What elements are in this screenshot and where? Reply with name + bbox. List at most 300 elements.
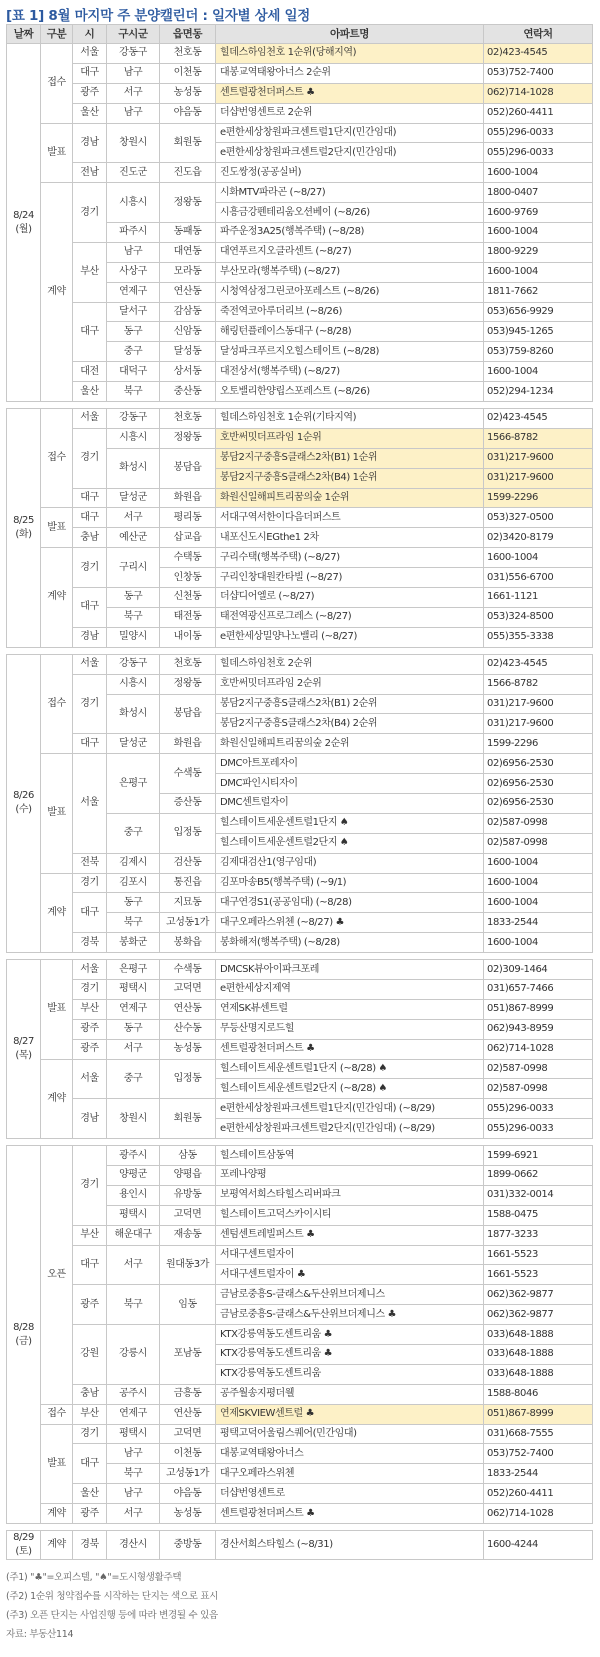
apartment-cell: 봉담2지구중흥S클래스2차(B1) 2순위 bbox=[216, 694, 484, 714]
contact-cell: 031)217-9600 bbox=[484, 448, 593, 468]
town-cell: 수택동 bbox=[160, 548, 216, 568]
town-cell: 수색동 bbox=[160, 754, 216, 794]
district-cell: 동구 bbox=[107, 322, 160, 342]
day-separator-cell bbox=[7, 1524, 593, 1531]
table-row bbox=[7, 1019, 593, 1039]
town-cell: 임동 bbox=[160, 1285, 216, 1325]
district-cell: 사상구 bbox=[107, 262, 160, 282]
apartment-cell: 대구연경S1(공공임대) (~8/28) bbox=[216, 893, 484, 913]
date-cell: 8/29 (토) bbox=[7, 1531, 41, 1560]
table-row bbox=[7, 893, 593, 913]
town-cell: 삼동 bbox=[160, 1146, 216, 1166]
table-row bbox=[7, 1531, 593, 1560]
district-cell: 연제구 bbox=[107, 1404, 160, 1424]
table-row bbox=[7, 508, 593, 528]
town-cell: 농성동 bbox=[160, 1039, 216, 1059]
contact-cell: 1811-7662 bbox=[484, 282, 593, 302]
city-cell: 대구 bbox=[73, 893, 107, 933]
city-cell: 광주 bbox=[73, 1039, 107, 1059]
footnotes bbox=[6, 1568, 218, 1644]
contact-cell: 051)867-8999 bbox=[484, 1404, 593, 1424]
apartment-cell: 봉담2지구중흥S클래스2차(B4) 2순위 bbox=[216, 714, 484, 734]
town-cell: 중방동 bbox=[160, 1531, 216, 1560]
type-cell: 오픈 bbox=[41, 1146, 73, 1405]
contact-cell: 053)324-8500 bbox=[484, 607, 593, 627]
district-cell: 연제구 bbox=[107, 999, 160, 1019]
table-row bbox=[7, 1099, 593, 1119]
table-row bbox=[7, 428, 593, 448]
contact-cell: 1661-1121 bbox=[484, 588, 593, 608]
type-cell: 접수 bbox=[41, 44, 73, 124]
district-cell: 용인시 bbox=[107, 1185, 160, 1205]
district-cell: 창원시 bbox=[107, 123, 160, 163]
district-cell: 강동구 bbox=[107, 654, 160, 674]
district-cell: 광주시 bbox=[107, 1146, 160, 1166]
apartment-cell: e편한세상창원파크센트럴1단지(민간임대) bbox=[216, 123, 484, 143]
district-cell: 해운대구 bbox=[107, 1225, 160, 1245]
town-cell: 회원동 bbox=[160, 123, 216, 163]
city-cell: 경기 bbox=[73, 873, 107, 893]
apartment-cell: 봉화해저(행복주택) (~8/28) bbox=[216, 933, 484, 953]
district-cell: 진도군 bbox=[107, 163, 160, 183]
header-date: 날짜 bbox=[7, 25, 41, 44]
contact-cell: 1600-1004 bbox=[484, 362, 593, 382]
apartment-cell: 대봉교역태왕아너스 bbox=[216, 1444, 484, 1464]
day-separator-cell bbox=[7, 1139, 593, 1146]
contact-cell: 053)656-9929 bbox=[484, 302, 593, 322]
district-cell: 남구 bbox=[107, 1444, 160, 1464]
contact-cell: 02)587-0998 bbox=[484, 813, 593, 833]
table-row bbox=[7, 674, 593, 694]
apartment-cell: e편한세상창원파크센트럴2단지(민간임대) (~8/29) bbox=[216, 1119, 484, 1139]
type-cell: 접수 bbox=[41, 1404, 73, 1424]
contact-cell: 02)423-4545 bbox=[484, 654, 593, 674]
contact-cell: 02)3420-8179 bbox=[484, 528, 593, 548]
district-cell: 대덕구 bbox=[107, 362, 160, 382]
district-cell: 동구 bbox=[107, 893, 160, 913]
town-cell: 천호동 bbox=[160, 44, 216, 64]
town-cell: 천호동 bbox=[160, 654, 216, 674]
contact-cell: 055)355-3338 bbox=[484, 627, 593, 647]
city-cell: 대구 bbox=[73, 488, 107, 508]
district-cell: 시흥시 bbox=[107, 674, 160, 694]
city-cell: 광주 bbox=[73, 1019, 107, 1039]
district-cell: 강동구 bbox=[107, 409, 160, 429]
city-cell: 대구 bbox=[73, 1245, 107, 1285]
town-cell: 정왕동 bbox=[160, 674, 216, 694]
city-cell: 경기 bbox=[73, 979, 107, 999]
type-cell: 발표 bbox=[41, 754, 73, 873]
town-cell: 지묘동 bbox=[160, 893, 216, 913]
contact-cell: 062)362-9877 bbox=[484, 1285, 593, 1305]
table-row bbox=[7, 1285, 593, 1305]
town-cell: 입정동 bbox=[160, 1059, 216, 1099]
town-cell: 연산동 bbox=[160, 1404, 216, 1424]
contact-cell: 02)309-1464 bbox=[484, 960, 593, 980]
header-apartment: 아파트명 bbox=[216, 25, 484, 44]
contact-cell: 1877-3233 bbox=[484, 1225, 593, 1245]
contact-cell: 1600-1004 bbox=[484, 262, 593, 282]
type-cell: 접수 bbox=[41, 654, 73, 753]
district-cell: 달성군 bbox=[107, 488, 160, 508]
table-row bbox=[7, 853, 593, 873]
apartment-cell: 힐데스하임천호 2순위 bbox=[216, 654, 484, 674]
apartment-cell: DMC아트포레자이 bbox=[216, 754, 484, 774]
town-cell: 상서동 bbox=[160, 362, 216, 382]
contact-cell: 051)867-8999 bbox=[484, 999, 593, 1019]
town-cell: 수색동 bbox=[160, 960, 216, 980]
day-separator bbox=[7, 953, 593, 960]
contact-cell: 1588-8046 bbox=[484, 1384, 593, 1404]
apartment-cell: 내포신도시EGthe1 2차 bbox=[216, 528, 484, 548]
town-cell: 동패동 bbox=[160, 223, 216, 243]
district-cell: 북구 bbox=[107, 607, 160, 627]
date-cell: 8/27 (목) bbox=[7, 960, 41, 1139]
apartment-cell: 무등산명지로드힐 bbox=[216, 1019, 484, 1039]
header-town: 읍면동 bbox=[160, 25, 216, 44]
table-row bbox=[7, 242, 593, 262]
table-row bbox=[7, 1245, 593, 1265]
type-cell: 계약 bbox=[41, 1531, 73, 1560]
type-cell: 계약 bbox=[41, 1504, 73, 1524]
apartment-cell: e편한세상밀양나노밸리 (~8/27) bbox=[216, 627, 484, 647]
contact-cell: 1566-8782 bbox=[484, 674, 593, 694]
header-city: 시 bbox=[73, 25, 107, 44]
district-cell: 중구 bbox=[107, 1059, 160, 1099]
town-cell: 통진읍 bbox=[160, 873, 216, 893]
town-cell: 천호동 bbox=[160, 409, 216, 429]
contact-cell: 031)657-7466 bbox=[484, 979, 593, 999]
apartment-cell: 파주운정3A25(행복주택) (~8/28) bbox=[216, 223, 484, 243]
table-row bbox=[7, 1404, 593, 1424]
town-cell: 고덕면 bbox=[160, 1205, 216, 1225]
apartment-cell: DMC센트럴자이 bbox=[216, 793, 484, 813]
apartment-cell: 힐스테이트세운센트럴1단지 (~8/28) ♠ bbox=[216, 1059, 484, 1079]
type-cell: 발표 bbox=[41, 960, 73, 1059]
district-cell: 화성시 bbox=[107, 448, 160, 488]
apartment-cell: e편한세상지제역 bbox=[216, 979, 484, 999]
city-cell: 서울 bbox=[73, 654, 107, 674]
contact-cell: 1600-4244 bbox=[484, 1531, 593, 1560]
apartment-cell: 진도쌍정(공공실버) bbox=[216, 163, 484, 183]
city-cell: 경기 bbox=[73, 183, 107, 243]
town-cell: 농성동 bbox=[160, 1504, 216, 1524]
apartment-cell: 대구오페라스위첸 bbox=[216, 1464, 484, 1484]
city-cell: 광주 bbox=[73, 1504, 107, 1524]
contact-cell: 1599-2296 bbox=[484, 488, 593, 508]
town-cell: 감삼동 bbox=[160, 302, 216, 322]
town-cell: 연산동 bbox=[160, 282, 216, 302]
type-cell: 계약 bbox=[41, 873, 73, 953]
apartment-cell: 호반써밋더프라임 1순위 bbox=[216, 428, 484, 448]
contact-cell: 1600-9769 bbox=[484, 203, 593, 223]
district-cell: 구리시 bbox=[107, 548, 160, 588]
city-cell: 대전 bbox=[73, 362, 107, 382]
apartment-cell: 평택고덕어울림스퀘어(민간임대) bbox=[216, 1424, 484, 1444]
city-cell: 전북 bbox=[73, 853, 107, 873]
type-cell: 발표 bbox=[41, 1424, 73, 1504]
town-cell: 원대동3가 bbox=[160, 1245, 216, 1285]
town-cell: 유방동 bbox=[160, 1185, 216, 1205]
district-cell: 서구 bbox=[107, 1245, 160, 1285]
contact-cell: 02)423-4545 bbox=[484, 44, 593, 64]
type-cell: 계약 bbox=[41, 548, 73, 647]
district-cell: 파주시 bbox=[107, 223, 160, 243]
table-row bbox=[7, 754, 593, 774]
type-cell: 계약 bbox=[41, 1059, 73, 1139]
contact-cell: 053)752-7400 bbox=[484, 63, 593, 83]
contact-cell: 062)714-1028 bbox=[484, 1504, 593, 1524]
town-cell: 산수동 bbox=[160, 1019, 216, 1039]
city-cell: 강원 bbox=[73, 1325, 107, 1385]
town-cell: 회원동 bbox=[160, 1099, 216, 1139]
city-cell: 대구 bbox=[73, 302, 107, 362]
contact-cell: 1600-1004 bbox=[484, 223, 593, 243]
contact-cell: 1600-1004 bbox=[484, 893, 593, 913]
apartment-cell: 금남로중흥S-클래스&두산위브더제니스 bbox=[216, 1285, 484, 1305]
table-row bbox=[7, 933, 593, 953]
district-cell: 중구 bbox=[107, 342, 160, 362]
day-separator bbox=[7, 1524, 593, 1531]
contact-cell: 031)668-7555 bbox=[484, 1424, 593, 1444]
city-cell: 충남 bbox=[73, 528, 107, 548]
day-separator-cell bbox=[7, 953, 593, 960]
table-row bbox=[7, 103, 593, 123]
town-cell: 이천동 bbox=[160, 1444, 216, 1464]
apartment-cell: 호반써밋더프라임 2순위 bbox=[216, 674, 484, 694]
district-cell: 북구 bbox=[107, 382, 160, 402]
contact-cell: 033)648-1888 bbox=[484, 1345, 593, 1365]
town-cell: 고성동1가 bbox=[160, 1464, 216, 1484]
apartment-cell: 달성파크푸르지오힐스테이트 (~8/28) bbox=[216, 342, 484, 362]
table-row bbox=[7, 409, 593, 429]
contact-cell: 031)332-0014 bbox=[484, 1185, 593, 1205]
contact-cell: 053)327-0500 bbox=[484, 508, 593, 528]
apartment-cell: 힐데스하임천호 1순위(기타지역) bbox=[216, 409, 484, 429]
footnote-highlight: (주2) 1순위 청약접수를 시작하는 단지는 색으로 표시 bbox=[6, 1591, 219, 1602]
city-cell: 부산 bbox=[73, 1225, 107, 1245]
table-row bbox=[7, 1384, 593, 1404]
table-row bbox=[7, 382, 593, 402]
contact-cell: 055)296-0033 bbox=[484, 1119, 593, 1139]
table-row bbox=[7, 999, 593, 1019]
city-cell: 대구 bbox=[73, 588, 107, 628]
contact-cell: 053)945-1265 bbox=[484, 322, 593, 342]
contact-cell: 031)217-9600 bbox=[484, 714, 593, 734]
apartment-cell: 태전역광신프로그레스 (~8/27) bbox=[216, 607, 484, 627]
city-cell: 경기 bbox=[73, 674, 107, 734]
city-cell: 경남 bbox=[73, 123, 107, 163]
table-row bbox=[7, 123, 593, 143]
district-cell: 남구 bbox=[107, 242, 160, 262]
district-cell: 은평구 bbox=[107, 754, 160, 814]
contact-cell: 02)587-0998 bbox=[484, 1079, 593, 1099]
apartment-cell: 더샵번영센트로 2순위 bbox=[216, 103, 484, 123]
contact-cell: 1600-1004 bbox=[484, 933, 593, 953]
table-row bbox=[7, 1325, 593, 1345]
apartment-cell: KTX강릉역동도센트리움 ♣ bbox=[216, 1325, 484, 1345]
apartment-cell: 김제대검산1(영구임대) bbox=[216, 853, 484, 873]
apartment-cell: 화원신일해피트리꿈의숲 1순위 bbox=[216, 488, 484, 508]
contact-cell: 1833-2544 bbox=[484, 913, 593, 933]
apartment-cell: DMCSK뷰아이파크포레 bbox=[216, 960, 484, 980]
city-cell: 광주 bbox=[73, 1285, 107, 1325]
day-separator bbox=[7, 647, 593, 654]
city-cell: 대구 bbox=[73, 508, 107, 528]
town-cell: 포남동 bbox=[160, 1325, 216, 1385]
apartment-cell: 센텀센트레빌퍼스트 ♣ bbox=[216, 1225, 484, 1245]
contact-cell: 1600-1004 bbox=[484, 548, 593, 568]
contact-cell: 1899-0662 bbox=[484, 1165, 593, 1185]
town-cell: 야음동 bbox=[160, 103, 216, 123]
contact-cell: 1833-2544 bbox=[484, 1464, 593, 1484]
district-cell: 화성시 bbox=[107, 694, 160, 734]
apartment-cell: KTX강릉역동도센트리움 ♣ bbox=[216, 1345, 484, 1365]
table-title: [표 1] 8월 마지막 주 분양캘린더 : 일자별 상세 일정 bbox=[6, 8, 310, 24]
day-separator-cell bbox=[7, 647, 593, 654]
town-cell: 신천동 bbox=[160, 588, 216, 608]
header-district: 구시군 bbox=[107, 25, 160, 44]
town-cell: 고덕면 bbox=[160, 1424, 216, 1444]
town-cell: 중산동 bbox=[160, 382, 216, 402]
district-cell: 봉화군 bbox=[107, 933, 160, 953]
town-cell: 정왕동 bbox=[160, 428, 216, 448]
apartment-cell: 화원신일해피트리꿈의숲 2순위 bbox=[216, 734, 484, 754]
table-row bbox=[7, 302, 593, 322]
city-cell: 서울 bbox=[73, 1059, 107, 1099]
date-cell: 8/24 (월) bbox=[7, 44, 41, 402]
town-cell: 재송동 bbox=[160, 1225, 216, 1245]
town-cell: 검산동 bbox=[160, 853, 216, 873]
apartment-cell: 봉담2지구중흥S클래스2차(B1) 1순위 bbox=[216, 448, 484, 468]
contact-cell: 1800-9229 bbox=[484, 242, 593, 262]
apartment-cell: 서대구역서한이다음더퍼스트 bbox=[216, 508, 484, 528]
district-cell: 서구 bbox=[107, 1039, 160, 1059]
contact-cell: 02)6956-2530 bbox=[484, 774, 593, 794]
district-cell: 남구 bbox=[107, 1484, 160, 1504]
apartment-cell: 센트럴광천더퍼스트 ♣ bbox=[216, 1039, 484, 1059]
district-cell: 은평구 bbox=[107, 960, 160, 980]
contact-cell: 1600-1004 bbox=[484, 873, 593, 893]
town-cell: 농성동 bbox=[160, 83, 216, 103]
contact-cell: 02)587-0998 bbox=[484, 1059, 593, 1079]
contact-cell: 1600-1004 bbox=[484, 163, 593, 183]
apartment-cell: 서대구센트럴자이 ♣ bbox=[216, 1265, 484, 1285]
district-cell: 김제시 bbox=[107, 853, 160, 873]
district-cell: 시흥시 bbox=[107, 183, 160, 223]
district-cell: 예산군 bbox=[107, 528, 160, 548]
header-row bbox=[7, 25, 593, 44]
table-row bbox=[7, 627, 593, 647]
district-cell: 북구 bbox=[107, 1285, 160, 1325]
table-row bbox=[7, 1146, 593, 1166]
town-cell: 모라동 bbox=[160, 262, 216, 282]
table-row bbox=[7, 1225, 593, 1245]
district-cell: 강릉시 bbox=[107, 1325, 160, 1385]
district-cell: 달성군 bbox=[107, 734, 160, 754]
district-cell: 북구 bbox=[107, 913, 160, 933]
city-cell: 경북 bbox=[73, 1531, 107, 1560]
district-cell: 평택시 bbox=[107, 1205, 160, 1225]
apartment-cell: 경산서희스타힐스 (~8/31) bbox=[216, 1531, 484, 1560]
town-cell: 고성동1가 bbox=[160, 913, 216, 933]
contact-cell: 062)714-1028 bbox=[484, 83, 593, 103]
table-row bbox=[7, 1504, 593, 1524]
calendar-table bbox=[6, 24, 593, 1560]
apartment-cell: e편한세상창원파크센트럴2단지(민간임대) bbox=[216, 143, 484, 163]
apartment-cell: 봉담2지구중흥S클래스2차(B4) 1순위 bbox=[216, 468, 484, 488]
city-cell: 부산 bbox=[73, 242, 107, 302]
type-cell: 접수 bbox=[41, 409, 73, 508]
contact-cell: 02)6956-2530 bbox=[484, 793, 593, 813]
town-cell: 봉담읍 bbox=[160, 694, 216, 734]
contact-cell: 1599-6921 bbox=[484, 1146, 593, 1166]
district-cell: 서구 bbox=[107, 83, 160, 103]
contact-cell: 02)423-4545 bbox=[484, 409, 593, 429]
table-row bbox=[7, 1484, 593, 1504]
contact-cell: 062)362-9877 bbox=[484, 1305, 593, 1325]
town-cell: 삽교읍 bbox=[160, 528, 216, 548]
apartment-cell: e편한세상창원파크센트럴1단지(민간임대) (~8/29) bbox=[216, 1099, 484, 1119]
apartment-cell: 대연푸르지오클라센트 (~8/27) bbox=[216, 242, 484, 262]
table-row bbox=[7, 979, 593, 999]
apartment-cell: 센트럴광천더퍼스트 ♣ bbox=[216, 83, 484, 103]
city-cell: 서울 bbox=[73, 960, 107, 980]
district-cell: 평택시 bbox=[107, 1424, 160, 1444]
day-separator bbox=[7, 1139, 593, 1146]
town-cell: 정왕동 bbox=[160, 183, 216, 223]
town-cell: 양평읍 bbox=[160, 1165, 216, 1185]
district-cell: 창원시 bbox=[107, 1099, 160, 1139]
apartment-cell: 부산모라(행복주택) (~8/27) bbox=[216, 262, 484, 282]
city-cell: 전남 bbox=[73, 163, 107, 183]
town-cell: 태전동 bbox=[160, 607, 216, 627]
apartment-cell: 보평역서희스타힐스리버파크 bbox=[216, 1185, 484, 1205]
table-row bbox=[7, 44, 593, 64]
district-cell: 동구 bbox=[107, 588, 160, 608]
header-contact: 연락처 bbox=[484, 25, 593, 44]
city-cell: 경기 bbox=[73, 428, 107, 488]
apartment-cell: 힐스테이트세운센트럴2단지 (~8/28) ♠ bbox=[216, 1079, 484, 1099]
district-cell: 양평군 bbox=[107, 1165, 160, 1185]
table-row bbox=[7, 528, 593, 548]
district-cell: 공주시 bbox=[107, 1384, 160, 1404]
apartment-cell: 시화MTV파라곤 (~8/27) bbox=[216, 183, 484, 203]
apartment-cell: KTX강릉역동도센트리움 bbox=[216, 1364, 484, 1384]
table-row bbox=[7, 654, 593, 674]
header-type: 구분 bbox=[41, 25, 73, 44]
apartment-cell: 연제SK뷰센트럴 bbox=[216, 999, 484, 1019]
contact-cell: 031)217-9600 bbox=[484, 468, 593, 488]
town-cell: 금흥동 bbox=[160, 1384, 216, 1404]
apartment-cell: 서대구센트럴자이 bbox=[216, 1245, 484, 1265]
contact-cell: 053)759-8260 bbox=[484, 342, 593, 362]
district-cell: 달서구 bbox=[107, 302, 160, 322]
table-row bbox=[7, 63, 593, 83]
table-row bbox=[7, 1444, 593, 1464]
contact-cell: 062)714-1028 bbox=[484, 1039, 593, 1059]
table-row bbox=[7, 873, 593, 893]
date-cell: 8/25 (화) bbox=[7, 409, 41, 648]
table-row bbox=[7, 1424, 593, 1444]
day-separator-cell bbox=[7, 402, 593, 409]
town-cell: 이천동 bbox=[160, 63, 216, 83]
city-cell: 서울 bbox=[73, 754, 107, 853]
type-cell: 계약 bbox=[41, 183, 73, 402]
date-cell: 8/26 (수) bbox=[7, 654, 41, 952]
apartment-cell: 대봉교역태왕아너스 2순위 bbox=[216, 63, 484, 83]
district-cell: 북구 bbox=[107, 1464, 160, 1484]
